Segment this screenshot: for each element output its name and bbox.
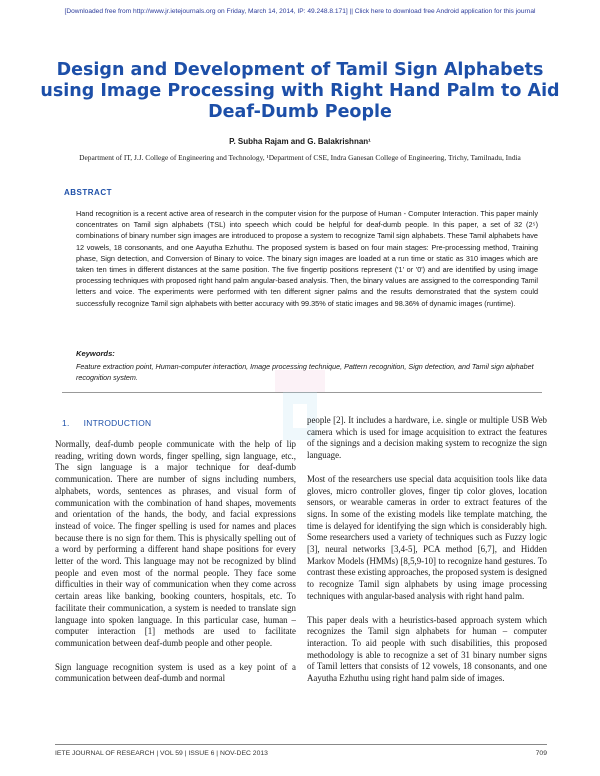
- section-title: INTRODUCTION: [83, 418, 152, 428]
- body-paragraph: Sign language recognition system is used as a key point of a communication between deaf-dumb and normal: [55, 661, 296, 684]
- keywords-text: Feature extraction point, Human-computer interaction, Image processing technique, Pattern recognition, Sign detection, and Tamil sign alphabet recognition system.: [76, 362, 534, 382]
- body-paragraph: This paper deals with a heuristics-based approach system which recognizes the Tamil sign alphabets for human – computer interaction. To aid people with such disabilities, this proposed methodology is able to recognize a set of 31 binary number signs of Tamil letters that consists of 12 vowels, 18 consonants, and one Aayutha Ezhuthu using right hand palm side of images.: [307, 614, 547, 684]
- paper-authors: P. Subha Rajam and G. Balakrishnan¹: [229, 137, 371, 146]
- body-paragraph: Most of the researchers use special data acquisition tools like data gloves, micro controller gloves, finger tip color gloves, location sensors, or wearable cameras in order to extract features of the signs. In some of the existing models like template matching, the time is delayed for identifying the sign which is considerably high. Some researchers used a variety of techniques such as Fuzzy logic [3], neural networks [3,4-5], PCA method [6,7], and Hidden Markov Models (HMMs) [8,5,9-10] to recognize hand gestures. To contrast these existing approaches, the proposed system is designed to recognize Tamil sign alphabets by using image processing techniques with angular-based analysis with right hand palm.: [307, 473, 547, 601]
- page-footer: [55, 744, 547, 757]
- section-number: 1.: [62, 418, 70, 428]
- page-number: 709: [535, 750, 547, 757]
- abstract-heading: ABSTRACT: [64, 188, 112, 197]
- introduction-heading: [62, 418, 151, 428]
- body-paragraph: people [2]. It includes a hardware, i.e. single or multiple USB Web camera which is used for image acquisition to extract the features of the signings and a decision making system to recognize the sign language.: [307, 415, 547, 461]
- download-banner[interactable]: [Downloaded free from http://www.jr.ietejournals.org on Friday, March 14, 2014, IP: 49.248.8.171] || Click here to download free Android application for this journal: [64, 8, 536, 15]
- left-column: [55, 439, 296, 697]
- keywords-heading: Keywords:: [76, 349, 115, 358]
- abstract-text: Hand recognition is a recent active area of research in the computer vision for the purpose of Human - Computer Interaction. This paper mainly concentrates on Tamil sign alphabets (TSL) into speech which could be helpful for deaf-dumb people. In this paper, a set of 32 (2⁵) combinations of binary number sign images are introduced to propose a system to recognize Tamil sign alphabets. These Tamil alphabets have 12 vowels, 18 consonants, and one Aayutha Ezhuthu. The proposed system is based on four main stages: Pre-processing method, Training phase, Sign detection, and Conversion of Binary to voice. The binary sign images are loaded at a run time or static as 310 images which are taken ten times in different distances at the same position. The five fingertip positions represent ('1' or '0') and are identified by using image processing techniques with proposed right hand palm angular-based analysis. Then, the binary values are assigned to the corresponding Tamil letters and voice. The experiments were performed with ten different signer palms and the results demonstrated that the system could successfully recognize Tamil sign alphabets with better accuracy with 99.35% of static images and 98.36% of dynamic images (runtime).: [76, 209, 538, 308]
- right-column: [307, 415, 547, 697]
- author-affiliation: Department of IT, J.J. College of Engineering and Technology, ¹Department of CSE, Indra Ganesan College of Engineering, Trichy, Tamilnadu, India: [79, 153, 521, 162]
- journal-info: IETE JOURNAL OF RESEARCH | VOL 59 | ISSUE 6 | NOV-DEC 2013: [55, 750, 268, 757]
- body-paragraph: Normally, deaf-dumb people communicate with the help of lip reading, writing down words, finger spelling, sign language, etc., The sign language is a major technique for deaf-dumb communication. There are number of signs including numbers, alphabets, words, sentences as phrases, and visual form of communication with the combination of hand shapes, movements and orientation of the hands, the body, and facial expressions instead of voice. The finger spelling is used for names and places because there is no sign for them. This is physically spelling out of a word by performing a different hand shape positions for every letter of the word. This language may not be recognized by blind people and even most of the normal people. They face some difficulties in their way of communication when they come across certain areas like banking, booking counters, hospitals, etc. To facilitate their communication, a system is needed to translate sign language into spoken language. In this particular case, human – computer interaction [1] methods are used to facilitate communication between deaf-dumb people and other people.: [55, 439, 296, 648]
- paper-title: Design and Development of Tamil Sign Alphabets using Image Processing with Right Hand Palm to Aid Deaf-Dumb People: [40, 60, 560, 122]
